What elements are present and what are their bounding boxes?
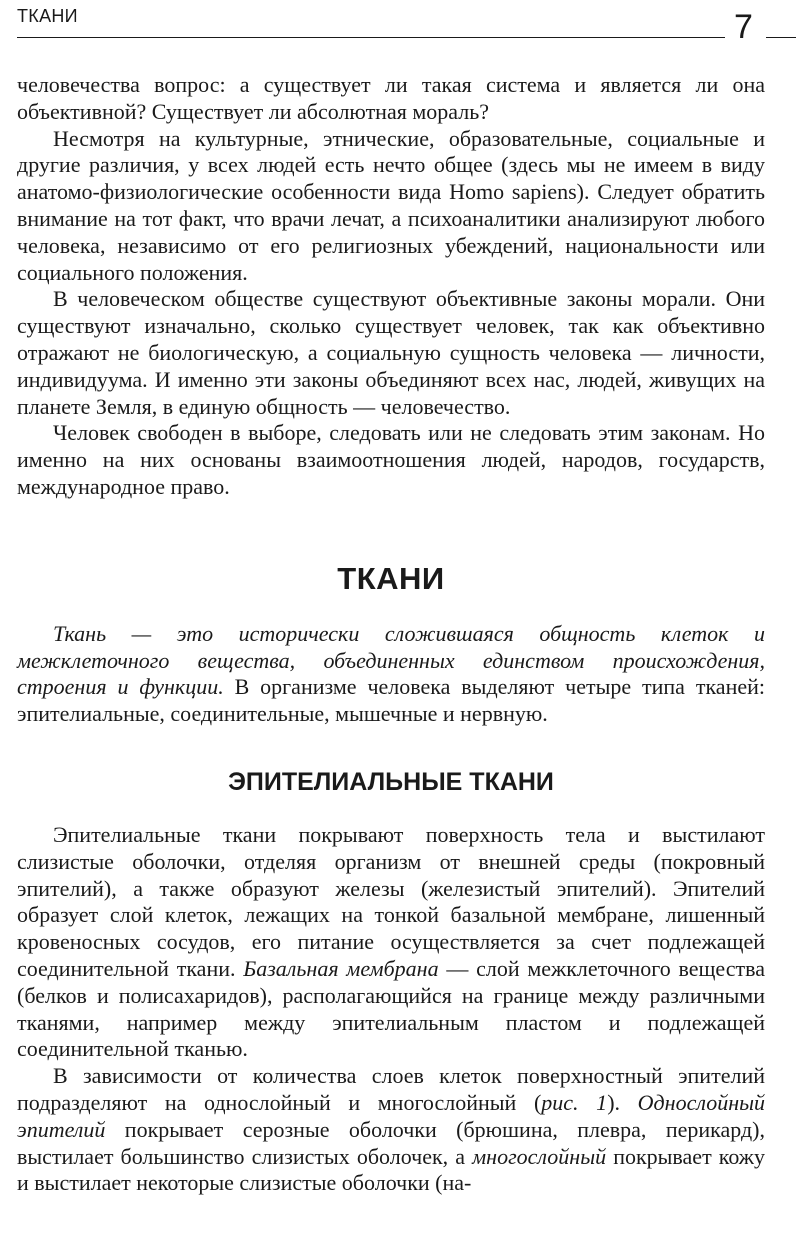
term-multi-layer: многослойный (472, 1143, 607, 1169)
running-title: ТКАНИ (17, 6, 78, 26)
header-rule (17, 37, 725, 38)
figure-reference: рис. 1 (541, 1089, 608, 1115)
paragraph: Человек свободен в выборе, следовать или не следовать этим законам. Но именно на них основаны взаимоотношения людей, народов, государств, международное право. (17, 420, 765, 499)
term-basal-membrane: Базальная мембрана (243, 955, 439, 981)
page-body (17, 72, 765, 1197)
paragraph: человечества вопрос: а существует ли такая система и является ли она объективной? Существует ли абсолютная мораль? (17, 72, 765, 124)
text-run: В зависимости от количества слоев клеток поверхностный эпителий подразделяют на однослойный и многослойный ( (17, 1063, 765, 1115)
text-run: покрывает кожу и выстилает некоторые слизистые оболочки (на- (17, 1143, 765, 1196)
paragraph: Несмотря на культурные, этнические, образовательные, социальные и другие различия, у всех людей есть нечто общее (здесь мы не имеем в виду анатомо-физиологические особенности вида Homo sapiens). Следует обратить внимание на тот факт, что врачи лечат, а психоаналитики анализируют любого человека, независимо от его религиозных убеждений, национальности или социального положения. (17, 125, 765, 285)
header-rule-end (766, 37, 796, 38)
page-number: 7 (734, 8, 753, 46)
text-run: ). (607, 1089, 638, 1115)
term-single-layer: Однослойный эпителий (17, 1089, 766, 1142)
definition-text: В организме человека выделяют четыре типа тканей: эпителиальные, соединительные, мышечные и нервную. (17, 674, 765, 727)
paragraph: В человеческом обществе существуют объективные законы морали. Они существуют изначально, сколько существует человек, так как объективно отражают не биологическую, а социальную сущность человека — личности, индивидуума. И именно эти законы объединяют всех нас, людей, живущих на планете Земля, в единую общность — человечество. (17, 286, 765, 419)
definition-term: Ткань — это исторически сложившаяся общность клеток и межклеточного вещества, объединенных единством происхождения, строения и функции. (17, 620, 765, 700)
text-run: Эпителиальные ткани покрывают поверхность тела и выстилают слизистые оболочки, отделяя организм от внешней среды (покровный эпителий), а также образуют железы (железистый эпителий). Эпителий образует слой клеток, лежащих на тонкой базальной мембране, лишенный кровеносных сосудов, его питание осуществляется за счет подлежащей соединительной ткани. (17, 821, 765, 981)
paragraph (17, 1063, 765, 1197)
section-title-epithelial: ЭПИТЕЛИАЛЬНЫЕ ТКАНИ (228, 767, 554, 796)
paragraph (17, 822, 765, 1063)
text-run: — слой межклеточного вещества (белков и полисахаридов), располагающийся на границе между различными тканями, например между эпителиальным пластом и подлежащей соединительной тканью. (17, 955, 765, 1062)
text-run: покрывает серозные оболочки (брюшина, плевра, перикард), выстилает большинство слизистых оболочек, а (17, 1116, 765, 1169)
definition-paragraph (17, 621, 765, 728)
section-title-tissues: ТКАНИ (337, 560, 445, 596)
